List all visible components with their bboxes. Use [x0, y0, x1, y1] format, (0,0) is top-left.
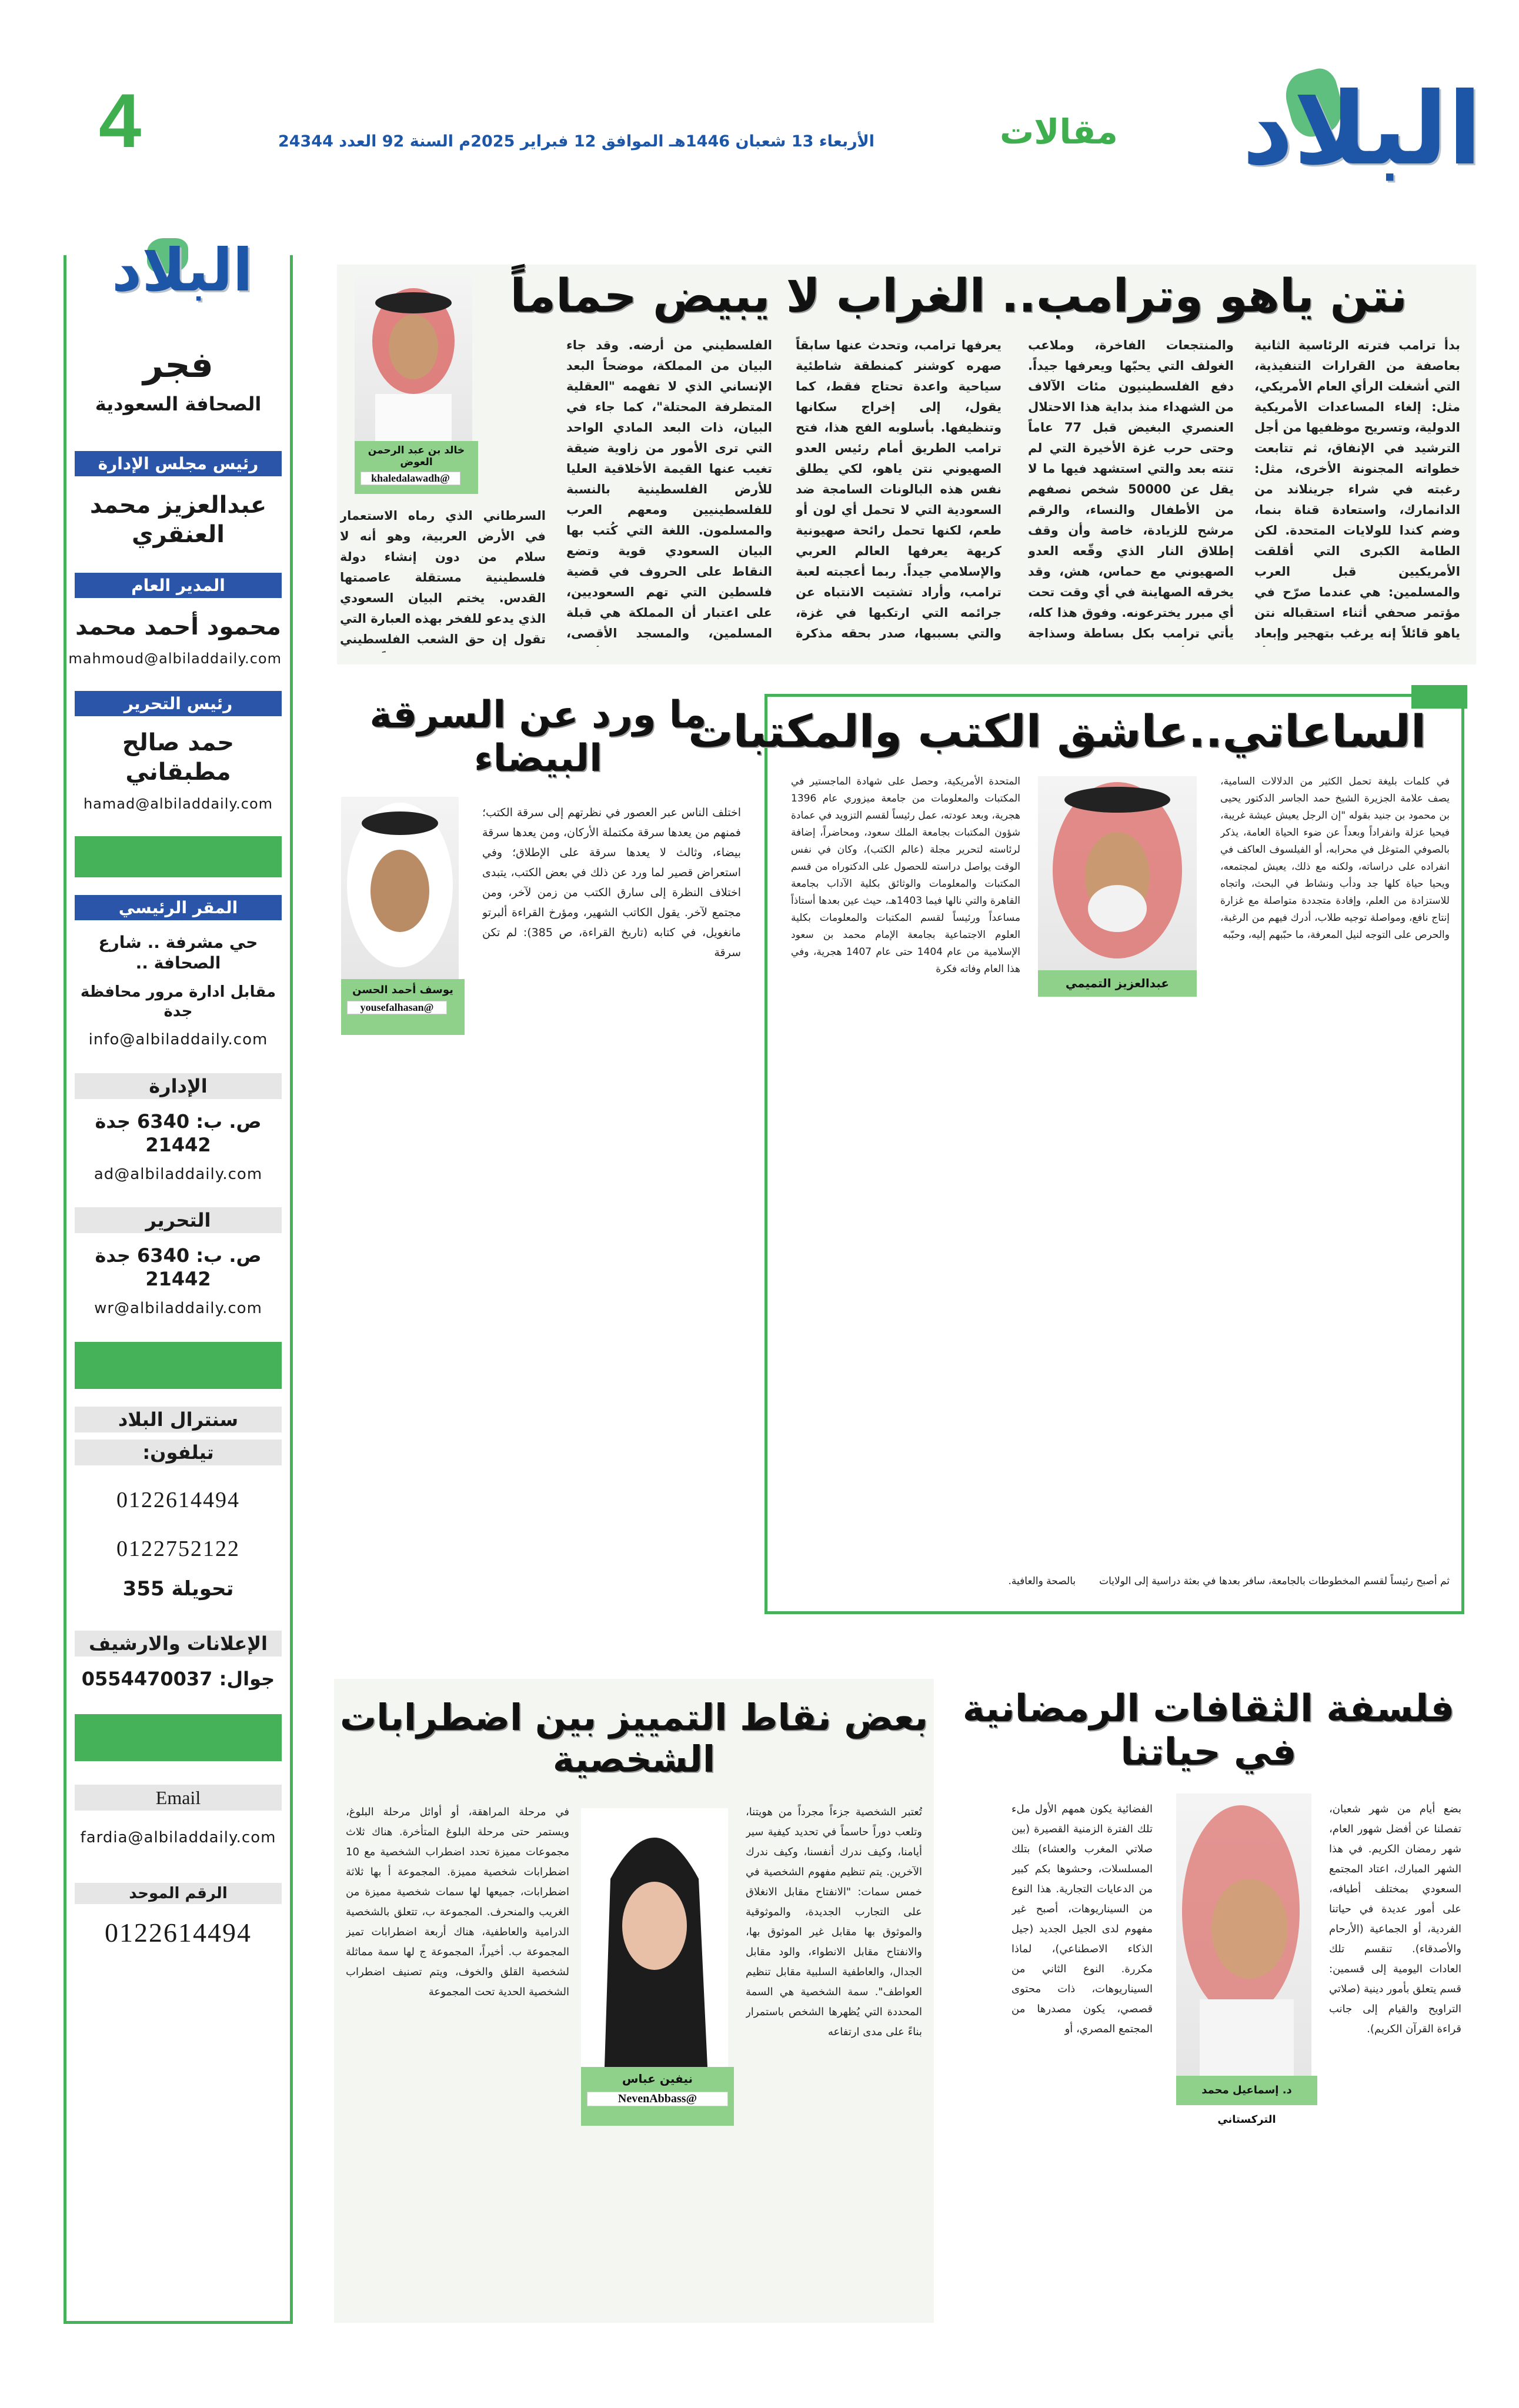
author-name: عبدالعزيز التميمي — [1038, 970, 1197, 997]
chairman-label: رئيس مجلس الإدارة — [75, 451, 282, 476]
phone-label: تيلفون: — [75, 1440, 282, 1465]
article-column: بضع أيام من شهر شعبان، تفصلنا عن أفضل شهور العام، شهر رمضان الكريم. في هذا الشهر المبارك، اعتاد المجتمع السعودي بمختلف أطيافه، على أمور عديدة في حياتنا الفردية، أو الجماعية (الأرحام والأصدقاء). تنقسم تلك العادات اليومية إلى قسمين: قسم يتعلق بأمور دينية (صلاتي التراويح والقيام إلى جانب قراءة القرآن الكريم). — [1329, 1803, 1461, 2035]
admin-label: الإدارة — [75, 1073, 282, 1099]
unified-number: 0122614494 — [105, 1918, 252, 1948]
portrait-icon — [1038, 776, 1197, 970]
author-photo — [1176, 1794, 1311, 2076]
masthead-sidebar — [64, 255, 293, 2324]
mobile-number: جوال: 0554470037 — [81, 1668, 275, 1690]
editor-email[interactable]: hamad@albiladdaily.com — [83, 796, 273, 812]
author-name: خالد بن عبد الرحمن العوض — [368, 445, 465, 468]
author-name: يوسف أحمد الحسن — [352, 984, 453, 996]
sidebar-logo-text: البلاد — [112, 236, 253, 305]
portrait-icon — [341, 797, 459, 979]
article-column: الفضائية يكون همهم الأول ملء تلك الفترة الزمنية القصيرة (بين صلاتي المغرب والعشاء) بتلك المسلسلات، وحشوها بكم كبير من الدعايات التجارية. هذا النوع من السيناريوهات، أصبح غير مفهوم لدى الجيل الجديد (جيل الذكاء الاصطناعي)، لماذا مكررة. النوع الثاني من السيناريوهات، ذات محتوى قصصي، يكون مصدرها من المجتمع المصري، أو — [1011, 1803, 1153, 2035]
page-number: 4 — [99, 78, 142, 163]
contact-email[interactable]: fardia@albiladdaily.com — [80, 1829, 276, 1846]
green-divider — [75, 1714, 282, 1761]
masthead-logo — [1200, 59, 1482, 206]
author-photo — [341, 797, 459, 979]
portrait-icon — [1176, 1794, 1311, 2076]
article-column: في كلمات بليغة تحمل الكثير من الدلالات السامية، يصف علامة الجزيرة الشيخ حمد الجاسر الدكتور يحيى بن محمود بن جنيد بقوله "إن الرجل يعيش عيشة غريبة، فيحيا عزلة وانفراداً وبعداً عن ضوء الحياة العامة، يذكر بالصوفي المتوغل في محرابه، أو الفيلسوف العاكف في انفراده على دراساته، ولكنه مع ذلك، يعيش لمجتمعه، ويحيا حياة كلها جد ودأب ونشاط في البحث، واتجاه للاستزادة من العلم، وإفادة متجددة متواصلة مع غزارة إنتاج نافع، ومواصلة توجيه طلاب، أدرك فيهم من الرغبة، والحرص على التوجه لنيل المعرفة، ما حبّبهم إليه، وحبّبه — [1220, 776, 1450, 941]
author-caption — [341, 979, 465, 1035]
editorial-label: التحرير — [75, 1207, 282, 1233]
hq-email[interactable]: info@albiladdaily.com — [88, 1031, 268, 1048]
author-handle[interactable]: @yousefalhasan — [347, 1001, 447, 1014]
article-column: اختلف الناس عبر العصور في نظرتهم إلى سرقة الكتب؛ فمنهم من يعدها سرقة مكتملة الأركان، ومن يعدها سرقة بيضاء، وثالث لا يعدها سرقة على الإطلاق؛ وفي استعراض قصير لما ورد عن ذلك في بعض الكتب، يتبدى اختلاف النظرة إلى سارق الكتب من زمن لآخر، ومن مجتمع لآخر. يقول الكاتب الشهير، ومؤرخ القراءة ألبرتو مانغويل، في كتابه (تاريخ القراءة، ص 385): لم تكن سرقة — [482, 806, 741, 959]
gm-name: محمود أحمد محمد — [75, 613, 281, 640]
article-column: الفلسطيني من أرضه. وقد جاء البيان من المملكة، موضحاً البعد الإنساني الذي لا تفهمه "العقلية المتطرفة المحتلة"، كما جاء في البيان، ذات البعد المادي الواحد التي ترى الأمور من زاوية ضيقة تغيب عنها القيمة الأخلاقية العليا للأرض الفلسطينية بالنسبة للفلسطينيين ومعهم العرب والمسلمون. اللغة التي كُتب بها البيان السعودي قوية وتضع النقاط على الحروف في قضية فلسطين التي تهم السعوديين، على اعتبار أن المملكة هي قبلة المسلمين، والمسجد الأقصى، — [566, 338, 772, 640]
article-column: بدأ ترامب فترته الرئاسية الثانية بعاصفة من القرارات التنفيذية، التي أشغلت الرأي العام الأمريكي، مثل: إلغاء المساعدات الأمريكية الدولية، وتسريح موظفيها من أجل الترشيد في الإنفاق، ثم تتابعت خطواته المجنونة الأخرى، مثل: رغبته في شراء جرينلاند من الدانمارك، واستعادة قناة بنما، وضم كندا للولايات المتحدة. لكن الطامة الكبرى التي أقلقت الأمريكيين قبل العرب والمسلمين: هي عندما صرّح في مؤتمر صحفي أثناء استقباله نتن ياهو قائلاً إنه يرغب بتهجير وإبعاد — [1254, 338, 1460, 640]
article-column: يعرفها ترامب، وتحدث عنها سابقاً صهره كوشنر كمنطقة شاطئية سياحية واعدة تحتاج فقط، كما يقول، إلى إخراج سكانها وتنظيفها. بأسلوبه الفج هذا، فتح ترامب الطريق أمام رئيس العدو الصهيوني نتن ياهو، لكي يطلق نفس هذه البالونات السامجة ضد السعودية التي لا تحمل أي لون أو طعم، لكنها تحمل رائحة صهيونية كريهة يعرفها العالم العربي والإسلامي جيداً. ربما أعجبته لعبة ترامب، وأراد تشتيت الانتباه عن جرائمه التي ارتكبها في غزة، والتي بسببها، صدر بحقه مذكرة — [796, 338, 1001, 640]
author-handle[interactable]: @khaledalawadh — [360, 472, 460, 485]
author-caption — [355, 441, 478, 494]
section-title: مقالات — [1000, 112, 1118, 152]
author-photo — [355, 276, 472, 453]
logo-text: البلاد — [1242, 71, 1482, 188]
article-netanyahu-trump — [337, 265, 1476, 664]
gm-email[interactable]: mahmoud@albiladdaily.com — [68, 650, 282, 667]
portrait-icon — [581, 1808, 728, 2067]
sidebar-logo — [94, 235, 271, 312]
article-headline: فلسفة الثقافات الرمضانية في حياتنا — [962, 1687, 1455, 1774]
closing-text: بالصحة والعافية. — [1008, 1575, 1076, 1587]
article-closing — [791, 1573, 1450, 1590]
editorial-pobox: ص. ب: 6340 جدة 21442 — [95, 1244, 262, 1290]
closing-text: ثم أصبح رئيساً لقسم المخطوطات بالجامعة، سافر بعدها في بعثة دراسية إلى الولايات — [1099, 1575, 1450, 1587]
article-ramadan-cultures — [953, 1688, 1464, 2323]
hq-address-2: مقابل ادارة مرور محافظة جدة — [80, 983, 276, 1020]
article-column: تُعتبر الشخصية جزءاً مجرداً من هويتنا، وتلعب دوراً حاسماً في تحديد كيفية سير أيامنا، وكيف ندرك أنفسنا، وكيف ندرك الآخرين. يتم تنظيم مفهوم الشخصية في خمس سمات: "الانفتاح مقابل الانغلاق على التجارب الجديدة، والموثوقية والموثوق بها مقابل غير الموثوق بها، والانفتاح مقابل الانطواء، والود مقابل الجدال، والعاطفية السلبية مقابل تنظيم العواطف". سمة الشخصية هي السمة المحددة التي يُظهرها الشخص باستمرار بناءً على مدى ارتفاعه — [746, 1806, 922, 2038]
email-label: Email — [75, 1785, 282, 1811]
author-name: د. إسماعيل محمد التركستاني — [1176, 2076, 1317, 2105]
author-name: نيفين عباس — [622, 2072, 693, 2086]
admin-pobox: ص. ب: 6340 جدة 21442 — [95, 1110, 262, 1156]
author-caption — [581, 2067, 734, 2126]
slogan-sub: الصحافة السعودية — [95, 393, 262, 415]
article-headline: ما ورد عن السرقة البيضاء — [369, 693, 707, 780]
slogan-main: فجر — [143, 345, 213, 386]
editor-label: رئيس التحرير — [75, 691, 282, 716]
portrait-icon — [355, 276, 472, 453]
phone-2: 0122752122 — [116, 1537, 240, 1561]
green-divider — [75, 836, 282, 877]
article-personality-disorders — [334, 1679, 934, 2323]
extension: تحويلة 355 — [122, 1577, 234, 1601]
article-column: والمنتجعات الفاخرة، وملاعب الغولف التي يحبّها ويعرفها جيداً. دفع الفلسطينيون مئات الآلاف من الشهداء منذ بداية هذا الاحتلال العنصري البغيض قبل 77 عاماً وحتى حرب غزة الأخيرة التي لم تنته بعد والتي استشهد فيها ما لا يقل عن 50000 شخص نصفهم من الأطفال والنساء، والرقم مرشح للزيادة، خاصة وأن وقف إطلاق النار الذي وقّعه العدو الصهيوني مع حماس، هش، وقد يخرقه الصهاينة في أي وقت تحت أي مبرر يخترعونه. وفوق هذا كله، يأتي ترامب بكل بساطة وسذاجة — [1028, 338, 1234, 640]
article-saati — [688, 694, 1464, 1614]
ads-label: الإعلانات والارشيف — [75, 1631, 282, 1656]
unified-label: الرقم الموحد — [75, 1883, 282, 1905]
article-column: في مرحلة المراهقة، أو أوائل مرحلة البلوغ، ويستمر حتى مرحلة البلوغ المتأخرة. هناك ثلاث مجموعات مميزة تحدد اضطراب الشخصية مع 10 اضطرابات شخصية مميزة. المجموعة أ بها ثلاثة اضطرابات، جميعها لها سمات شخصية مميزة من الغريب والمنحرف. المجموعة ب، تتعلق بالشخصية الدرامية والعاطفية، هناك أربعة اضطرابات تميز المجموعة ب. أخيراً، المجموعة ج لها سمة مماثلة لشخصية القلق والخوف، ويتم تصنيف اضطراب الشخصية الحدية تحت المجموعة — [346, 1806, 569, 1998]
green-divider — [75, 1342, 282, 1389]
editorial-email[interactable]: wr@albiladdaily.com — [94, 1300, 262, 1317]
article-column: المتحدة الأمريكية، وحصل على شهادة الماجستير في المكتبات والمعلومات من جامعة ميزوري عام 1396 هجرية، وبعد عودته، عمل رئيساً لقسم التزويد في عمادة شؤون المكتبات بجامعة الملك سعود، ومحاضراً، إضافة لرئاسته لتحرير مجلة (عالم الكتب)، وكان في نفس الوقت يواصل دراسته للحصول على الدكتوراه من قسم المكتبات والمعلومات والوثائق بكلية الآداب بجامعة القاهرة والتي نالها فيما 1403هـ، حيث عين بعدها أستاذاً مساعداً ورئيساً لقسم المكتبات والمعلومات بكلية العلوم الاجتماعية بجامعة الإمام محمد بن سعود الإسلامية من عام 1404 حتى عام 1407 هجرية، وفي هذا العام وفاته فكرة — [791, 776, 1020, 975]
hq-address-1: حي مشرفة .. شارع الصحافة .. — [98, 933, 258, 973]
central-label: سنترال البلاد — [75, 1407, 282, 1432]
article-headline: بعض نقاط التمييز بين اضطرابات الشخصية — [340, 1696, 928, 1781]
phone-1: 0122614494 — [116, 1487, 240, 1512]
admin-email[interactable]: ad@albiladdaily.com — [94, 1165, 263, 1183]
gm-label: المدير العام — [75, 573, 282, 598]
author-handle[interactable]: @NevenAbbass — [587, 2092, 728, 2106]
article-column: السرطاني الذي رماه الاستعمار في الأرض العربية، وهو أنه لا سلام من دون إنشاء دولة فلسطينية مستقلة عاصمتها القدس. يختم البيان السعودي الذي يدعو للفخر بهذه العبارة التي تقول إن حق الشعب الفلسطيني — [340, 509, 546, 646]
article-white-theft — [329, 691, 747, 1614]
author-photo — [1038, 776, 1197, 970]
chairman-name: عبدالعزيز محمد العنقري — [89, 492, 267, 548]
editor-name: حمد صالح مطبقاني — [122, 729, 235, 786]
hq-label: المقر الرئيسي — [75, 895, 282, 920]
article-headline: الساعاتي..عاشق الكتب والمكتبات — [688, 705, 1426, 757]
author-photo — [581, 1808, 728, 2067]
dateline: الأربعاء 13 شعبان 1446هـ الموافق 12 فبراير 2025م السنة 92 العدد 24344 — [278, 132, 875, 151]
article-headline: نتن ياهو وترامب.. الغراب لا يبيض حماماً — [510, 270, 1407, 323]
